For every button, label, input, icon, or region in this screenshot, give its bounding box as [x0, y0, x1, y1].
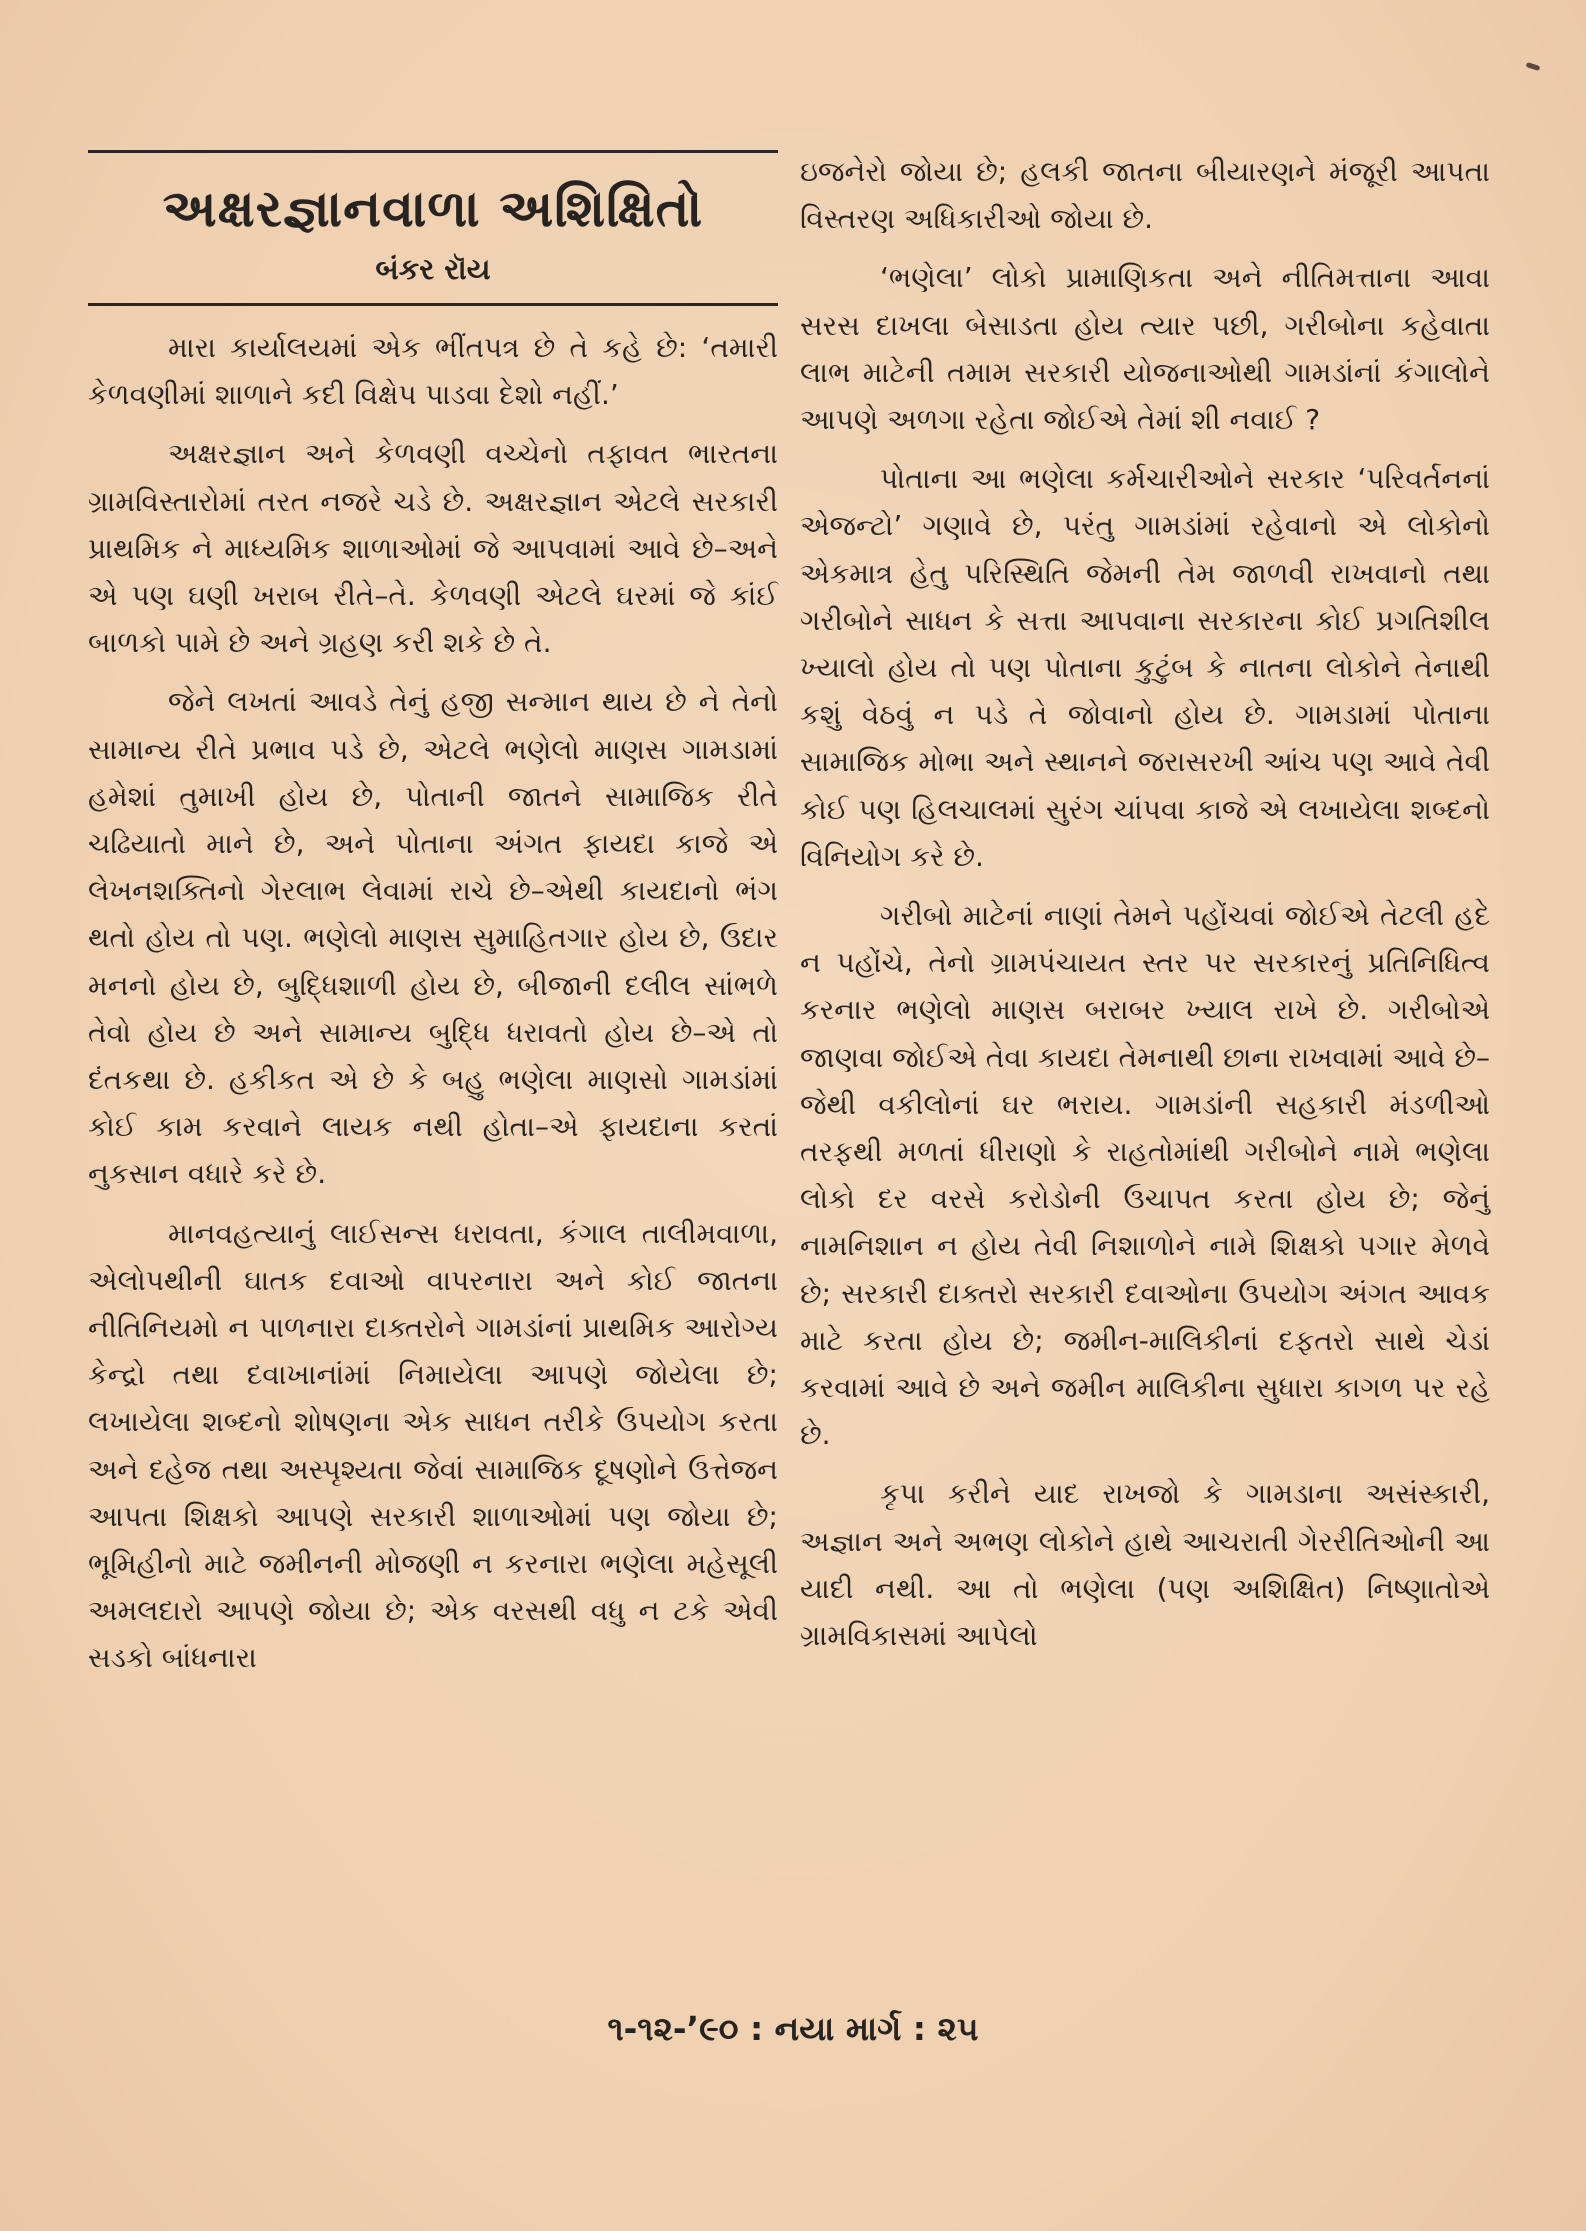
page-footer: ૧-૧૨-’૯૦ : નયા માર્ગ : ૨૫	[607, 2009, 979, 2048]
paragraph: કૃપા કરીને યાદ રાખજો કે ગામડાના અસંસ્કારી, અજ્ઞાન અને અભણ લોકોને હાથે આચરાતી ગેરરીતિઓની આ યાદી નથી. આ તો ભણેલા (પણ અશિક્ષિત) નિષ્ણાતોએ ગ્રામવિકાસમાં આપેલો	[800, 1477, 1490, 1653]
paragraph: ઇજનેરો જોયા છે; હલકી જાતના બીયારણને મંજૂરી આપતા વિસ્તરણ અધિકારીઓ જોયા છે.	[800, 155, 1490, 236]
paragraph: મારા કાર્યાલયમાં એક ભીંતપત્ર છે તે કહે છે: ‘તમારી કેળવણીમાં શાળાને કદી વિક્ષેપ પાડવા દેશો નહીં.’	[88, 331, 778, 412]
paragraph: માનવહત્યાનું લાઈસન્સ ધરાવતા, કંગાલ તાલીમવાળા, એલોપથીની ઘાતક દવાઓ વાપરનારા અને કોઈ જાતના નીતિનિયમો ન પાળનારા દાક્તરોને ગામડાંનાં પ્રાથમિક આરોગ્ય કેન્દ્રો તથા દવાખાનાંમાં નિમાયેલા આપણે જોયેલા છે; લખાયેલા શબ્દનો શોષણના એક સાધન તરીકે ઉપયોગ કરતા અને દહેજ તથા અસ્પૃશ્યતા જેવાં સામાજિક દૂષણોને ઉત્તેજન આપતા શિક્ષકો આપણે સરકારી શાળાઓમાં પણ જોયા છે; ભૂમિહીનો માટે જમીનની મોજણી ન કરનારા ભણેલા મહેસૂલી અમલદારો આપણે જોયા છે; એક વરસથી વધુ ન ટકે એવી સડકો બાંધનારા	[88, 1216, 778, 1675]
right-column	[800, 148, 1490, 1671]
title-bottom-rule	[88, 303, 778, 306]
paragraph: અક્ષરજ્ઞાન અને કેળવણી વચ્ચેનો તફાવત ભારતના ગ્રામવિસ્તારોમાં તરત નજરે ચડે છે. અક્ષરજ્ઞાન એટલે સરકારી પ્રાથમિક ને માધ્યમિક શાળાઓમાં જે આપવામાં આવે છે–અને એ પણ ઘણી ખરાબ રીતે–તે. કેળવણી એટલે ઘરમાં જે કાંઈ બાળકો પામે છે અને ગ્રહણ કરી શકે છે તે.	[88, 437, 778, 660]
left-column	[88, 150, 778, 1694]
article-author: બંકર રૉય	[375, 252, 491, 286]
title-top-rule	[88, 150, 778, 153]
ink-speck	[1526, 62, 1541, 71]
paragraph: પોતાના આ ભણેલા કર્મચારીઓને સરકાર ‘પરિવર્તનનાં એજન્ટો’ ગણાવે છે, પરંતુ ગામડાંમાં રહેવાનો એ લોકોનો એકમાત્ર હેતુ પરિસ્થિતિ જેમની તેમ જાળવી રાખવાનો તથા ગરીબોને સાધન કે સત્તા આપવાના સરકારના કોઈ પ્રગતિશીલ ખ્યાલો હોય તો પણ પોતાના કુટુંબ કે નાતના લોકોને તેનાથી કશું વેઠવું ન પડે તે જોવાનો હોય છે. ગામડામાં પોતાના સામાજિક મોભા અને સ્થાનને જરાસરખી આંચ પણ આવે તેવી કોઈ પણ હિલચાલમાં સુરંગ ચાંપવા કાજે એ લખાયેલા શબ્દનો વિનિયોગ કરે છે.	[800, 462, 1490, 873]
article-title: અક્ષરજ્ઞાનવાળા અશિક્ષિતો	[162, 180, 704, 239]
paragraph: ‘ભણેલા’ લોકો પ્રામાણિકતા અને નીતિમત્તાના આવા સરસ દાખલા બેસાડતા હોય ત્યાર પછી, ગરીબોના કહેવાતા લાભ માટેની તમામ સરકારી યોજનાઓથી ગામડાંનાં કંગાલોને આપણે અળગા રહેતા જોઈએ તેમાં શી નવાઈ ?	[800, 261, 1490, 437]
paragraph: ગરીબો માટેનાં નાણાં તેમને પહોંચવાં જોઈએ તેટલી હદે ન પહોંચે, તેનો ગ્રામપંચાયત સ્તર પર સરકારનું પ્રતિનિધિત્વ કરનાર ભણેલો માણસ બરાબર ખ્યાલ રાખે છે. ગરીબોએ જાણવા જોઈએ તેવા કાયદા તેમનાથી છાના રાખવામાં આવે છે–જેથી વકીલોનાં ઘર ભરાય. ગામડાંની સહકારી મંડળીઓ તરફથી મળતાં ધીરાણો કે રાહતોમાંથી ગરીબોને નામે ભણેલા લોકો દર વરસે કરોડોની ઉચાપત કરતા હોય છે; જેનું નામનિશાન ન હોય તેવી નિશાળોને નામે શિક્ષકો પગાર મેળવે છે; સરકારી દાક્તરો સરકારી દવાઓના ઉપયોગ અંગત આવક માટે કરતા હોય છે; જમીન-માલિકીનાં દફતરો સાથે ચેડાં કરવામાં આવે છે અને જમીન માલિકીના સુધારા કાગળ પર રહે છે.	[800, 899, 1490, 1452]
paragraph: જેને લખતાં આવડે તેનું હજી સન્માન થાય છે ને તેનો સામાન્ય રીતે પ્રભાવ પડે છે, એટલે ભણેલો માણસ ગામડામાં હમેશાં તુમાખી હોય છે, પોતાની જાતને સામાજિક રીતે ચઢિયાતો માને છે, અને પોતાના અંગત ફાયદા કાજે એ લેખનશક્તિનો ગેરલાભ લેવામાં રાચે છે–એથી કાયદાનો ભંગ થતો હોય તો પણ. ભણેલો માણસ સુમાહિતગાર હોય છે, ઉદાર મનનો હોય છે, બુદ્ધિશાળી હોય છે, બીજાની દલીલ સાંભળે તેવો હોય છે અને સામાન્ય બુદ્ધિ ધરાવતો હોય છે–એ તો દંતકથા છે. હકીકત એ છે કે બહુ ભણેલા માણસો ગામડાંમાં કોઈ કામ કરવાને લાયક નથી હોતા–એ ફાયદાના કરતાં નુકસાન વધારે કરે છે.	[88, 685, 778, 1191]
